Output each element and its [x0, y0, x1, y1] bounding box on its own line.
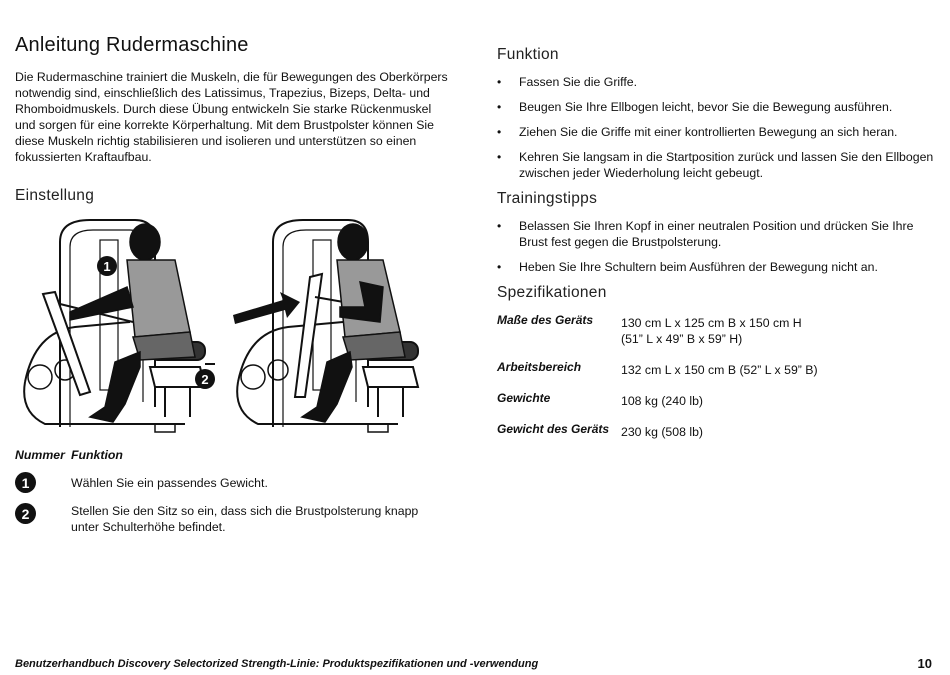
page-title: Anleitung Rudermaschine	[15, 34, 249, 56]
funktion-heading: Funktion	[497, 46, 559, 63]
list-item: • Ziehen Sie die Griffe mit einer kontrollierten Bewegung an sich heran.	[497, 125, 898, 139]
machine-figure-svg	[15, 212, 445, 437]
spec-row	[497, 421, 937, 440]
list-item: • Belassen Sie Ihren Kopf in einer neutralen Position und drücken Sie Ihre Brust fest gegen die Brustpolsterung.	[497, 219, 914, 249]
callout-2-label: 2	[201, 372, 209, 387]
spec-value: 230 kg (508 lb)	[621, 425, 704, 439]
trainingstipps-heading: Trainingstipps	[497, 190, 598, 207]
bullet-icon: •	[497, 125, 502, 139]
number-function-table	[15, 448, 455, 545]
col-number-header: Nummer	[15, 448, 65, 462]
bullet-icon: •	[497, 100, 502, 114]
spezifikationen-heading: Spezifikationen	[497, 284, 607, 301]
col-function-header: Funktion	[71, 448, 123, 462]
list-item: • Fassen Sie die Griffe.	[497, 75, 638, 89]
spec-label: Maße des Geräts	[497, 313, 594, 327]
person-right	[302, 224, 405, 422]
bullet-icon: •	[497, 75, 502, 89]
spec-row	[497, 312, 937, 347]
pull-direction-arrow-icon	[233, 292, 300, 324]
footer-text: Benutzerhandbuch Discovery Selectorized Strength-Linie: Produktspezifikationen und -verwendung	[15, 658, 539, 670]
list-item: • Beugen Sie Ihre Ellbogen leicht, bevor Sie die Bewegung ausführen.	[497, 100, 893, 114]
spec-table	[497, 312, 937, 440]
spec-value: 108 kg (240 lb)	[621, 394, 704, 408]
number-badge-1: 1	[15, 472, 36, 493]
list-item: • Heben Sie Ihre Schultern beim Ausführen der Bewegung nicht an.	[497, 260, 878, 274]
spec-row	[497, 390, 937, 409]
row-function-text: Wählen Sie ein passendes Gewicht.	[71, 476, 268, 490]
trainingstipps-list	[497, 218, 937, 275]
bullet-icon: •	[497, 150, 502, 164]
einstellung-heading: Einstellung	[15, 187, 95, 204]
spec-label: Gewicht des Geräts	[497, 422, 610, 436]
callout-1-label: 1	[103, 259, 111, 274]
row-function-text: Stellen Sie den Sitz so ein, dass sich die Brustpolsterung knapp unter Schulterhöhe befindet.	[71, 504, 419, 534]
spec-value: 130 cm L x 125 cm B x 150 cm H (51” L x 49” B x 59” H)	[621, 316, 802, 346]
spec-label: Arbeitsbereich	[497, 360, 582, 374]
page-number: 10	[917, 656, 932, 671]
table-row	[15, 503, 455, 535]
spec-value: 132 cm L x 150 cm B (52” L x 59” B)	[621, 363, 818, 377]
table-row	[15, 472, 455, 493]
spec-label: Gewichte	[497, 391, 551, 405]
bullet-icon: •	[497, 260, 502, 274]
left-column	[15, 34, 455, 205]
spec-row	[497, 359, 937, 378]
right-column	[497, 46, 937, 452]
number-table-header	[15, 448, 455, 462]
funktion-list	[497, 74, 937, 181]
number-badge-2: 2	[15, 503, 36, 524]
list-item: • Kehren Sie langsam in die Startposition zurück und lassen Sie den Ellbogen zwischen jeder Wiederholung leicht gebeugt.	[497, 150, 934, 180]
rowing-machine-illustration	[15, 212, 445, 437]
bullet-icon: •	[497, 219, 502, 233]
intro-paragraph: Die Rudermaschine trainiert die Muskeln, die für Bewegungen des Oberkörpers notwendig sind, einschließlich des Latissimus, Trapezius, Bizeps, Delta- und Rhomboidmuskels. Durch diese Übung entwickeln Sie starke Rückenmuskel und sorgen für eine korrekte Körperhaltung. Mit dem Brustpolster können Sie diese Muskeln richtig stabilisieren und isolieren und unterstützen so einen fokussierten Kraftaufbau.	[15, 70, 448, 164]
